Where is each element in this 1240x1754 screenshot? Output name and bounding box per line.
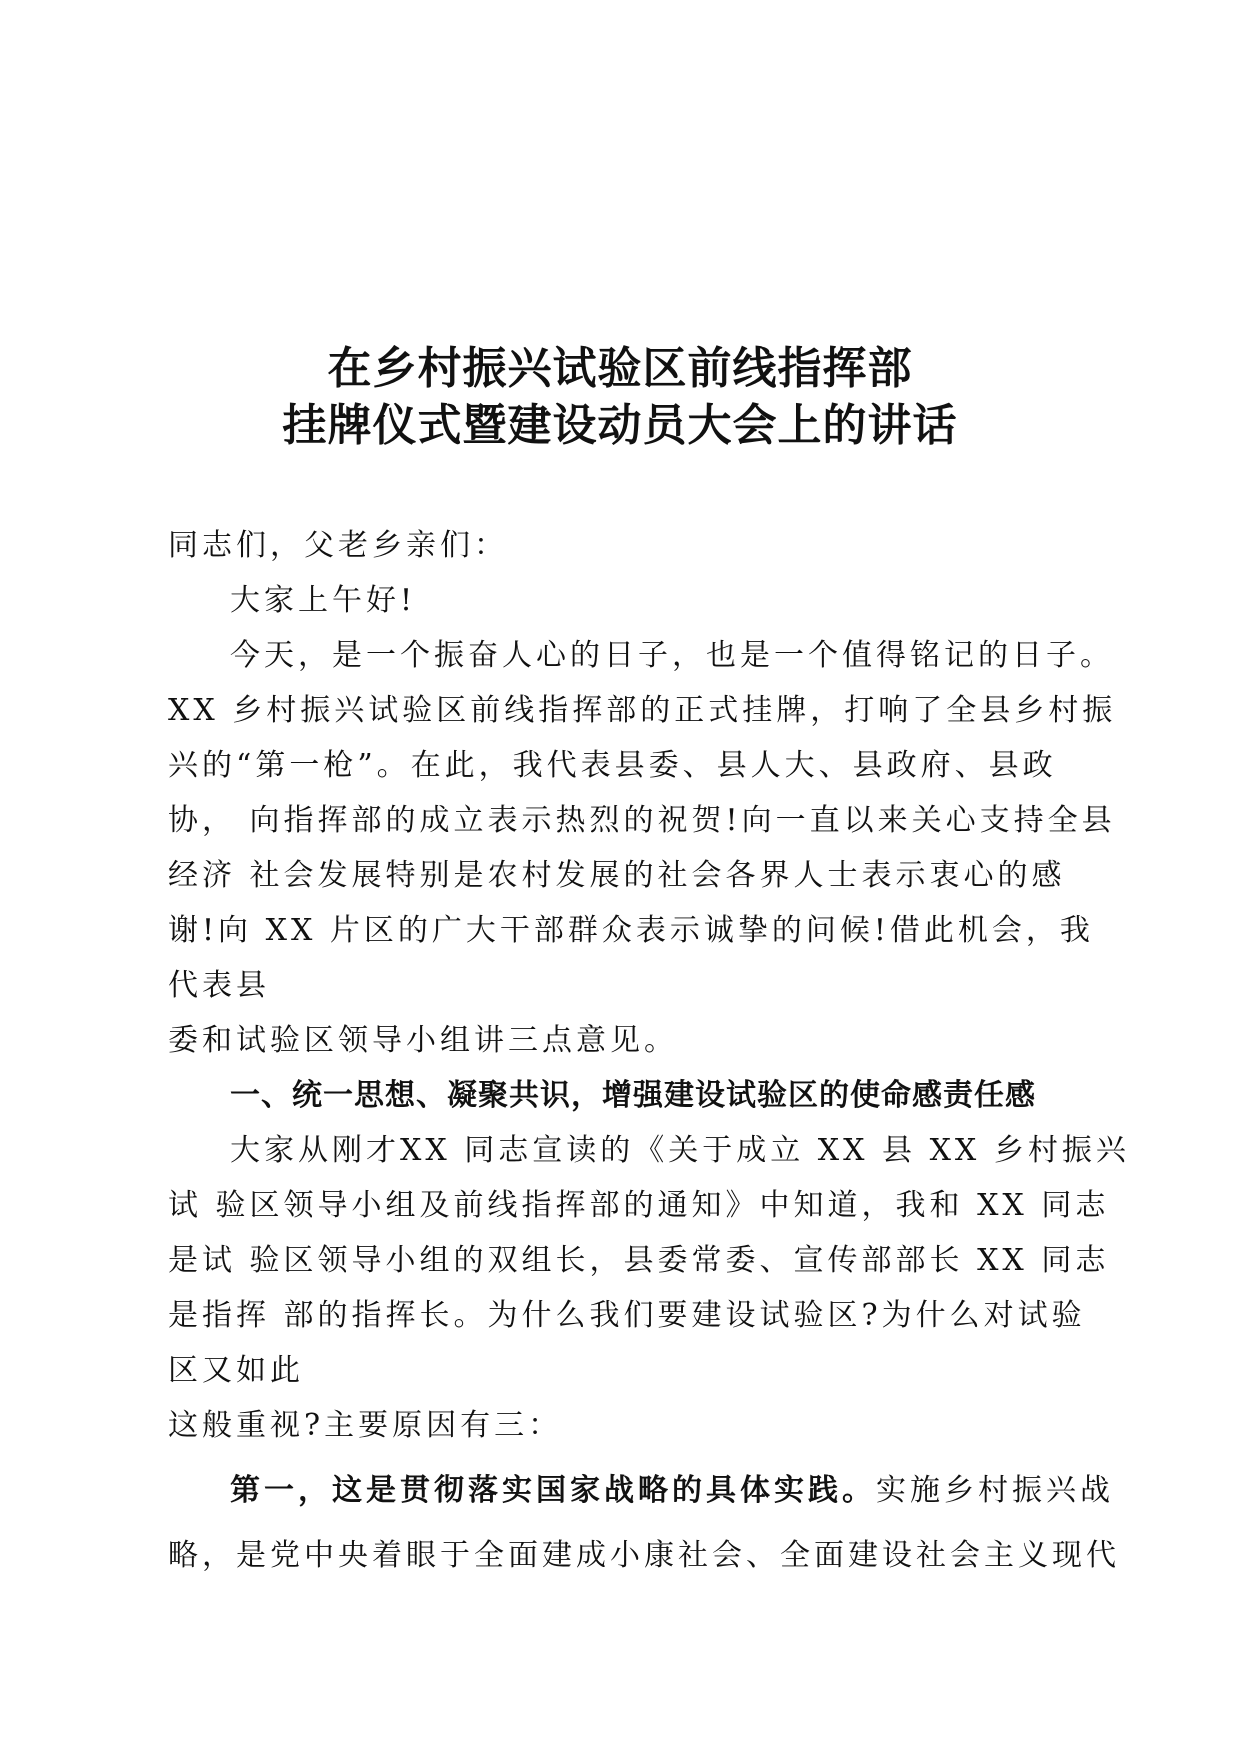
paragraph-1-line-5: 经济 社会发展特别是农村发展的社会各界人士表示衷心的感	[168, 858, 1066, 893]
document-title	[0, 340, 1240, 454]
title-line-2: 挂牌仪式暨建设动员大会上的讲话	[282, 400, 958, 451]
paragraph-1-line-1: 今天，是一个振奋人心的日子，也是一个值得铭记的日子。	[230, 638, 1114, 673]
section-heading-1: 一、统一思想、凝聚共识，增强建设试验区的使命感责任感	[230, 1078, 1036, 1113]
paragraph-3-lead: 第一，这是贯彻落实国家战略的具体实践。	[230, 1473, 876, 1508]
paragraph-2-line-4: 是指挥 部的指挥长。为什么我们要建设试验区?为什么对试验	[168, 1298, 1086, 1333]
paragraph-2-line-5: 区又如此	[168, 1353, 304, 1388]
paragraph-3-text: 实施乡村振兴战	[876, 1473, 1114, 1508]
paragraph-1-line-2: XX 乡村振兴试验区前线指挥部的正式挂牌，打响了全县乡村振	[168, 693, 1117, 728]
salutation: 同志们，父老乡亲们：	[168, 528, 508, 563]
paragraph-1-line-3: 兴的“第一枪”。在此，我代表县委、县人大、县政府、县政	[168, 748, 1057, 783]
paragraph-3-line-2: 略，是党中央着眼于全面建成小康社会、全面建设社会主义现代	[168, 1538, 1120, 1573]
paragraph-1-line-4: 协， 向指挥部的成立表示热烈的祝贺!向一直以来关心支持全县	[168, 803, 1116, 838]
document-body	[168, 518, 1130, 1583]
paragraph-1-line-7: 代表县	[168, 968, 270, 1003]
paragraph-1-line-6: 谢!向 XX 片区的广大干部群众表示诚挚的问候!借此机会，我	[168, 913, 1094, 948]
greeting: 大家上午好!	[230, 583, 417, 618]
title-line-1: 在乡村振兴试验区前线指挥部	[327, 343, 913, 394]
paragraph-2-line-3: 是试 验区领导小组的双组长，县委常委、宣传部部长 XX 同志	[168, 1243, 1110, 1278]
paragraph-2-line-2: 试 验区领导小组及前线指挥部的通知》中知道，我和 XX 同志	[168, 1188, 1110, 1223]
paragraph-1-line-8: 委和试验区领导小组讲三点意见。	[168, 1023, 678, 1058]
paragraph-2-line-1: 大家从刚才XX 同志宣读的《关于成立 XX 县 XX 乡村振兴	[230, 1133, 1130, 1168]
paragraph-2-line-6: 这般重视?主要原因有三：	[168, 1408, 563, 1443]
paragraph-3-line-1	[168, 1463, 1114, 1518]
